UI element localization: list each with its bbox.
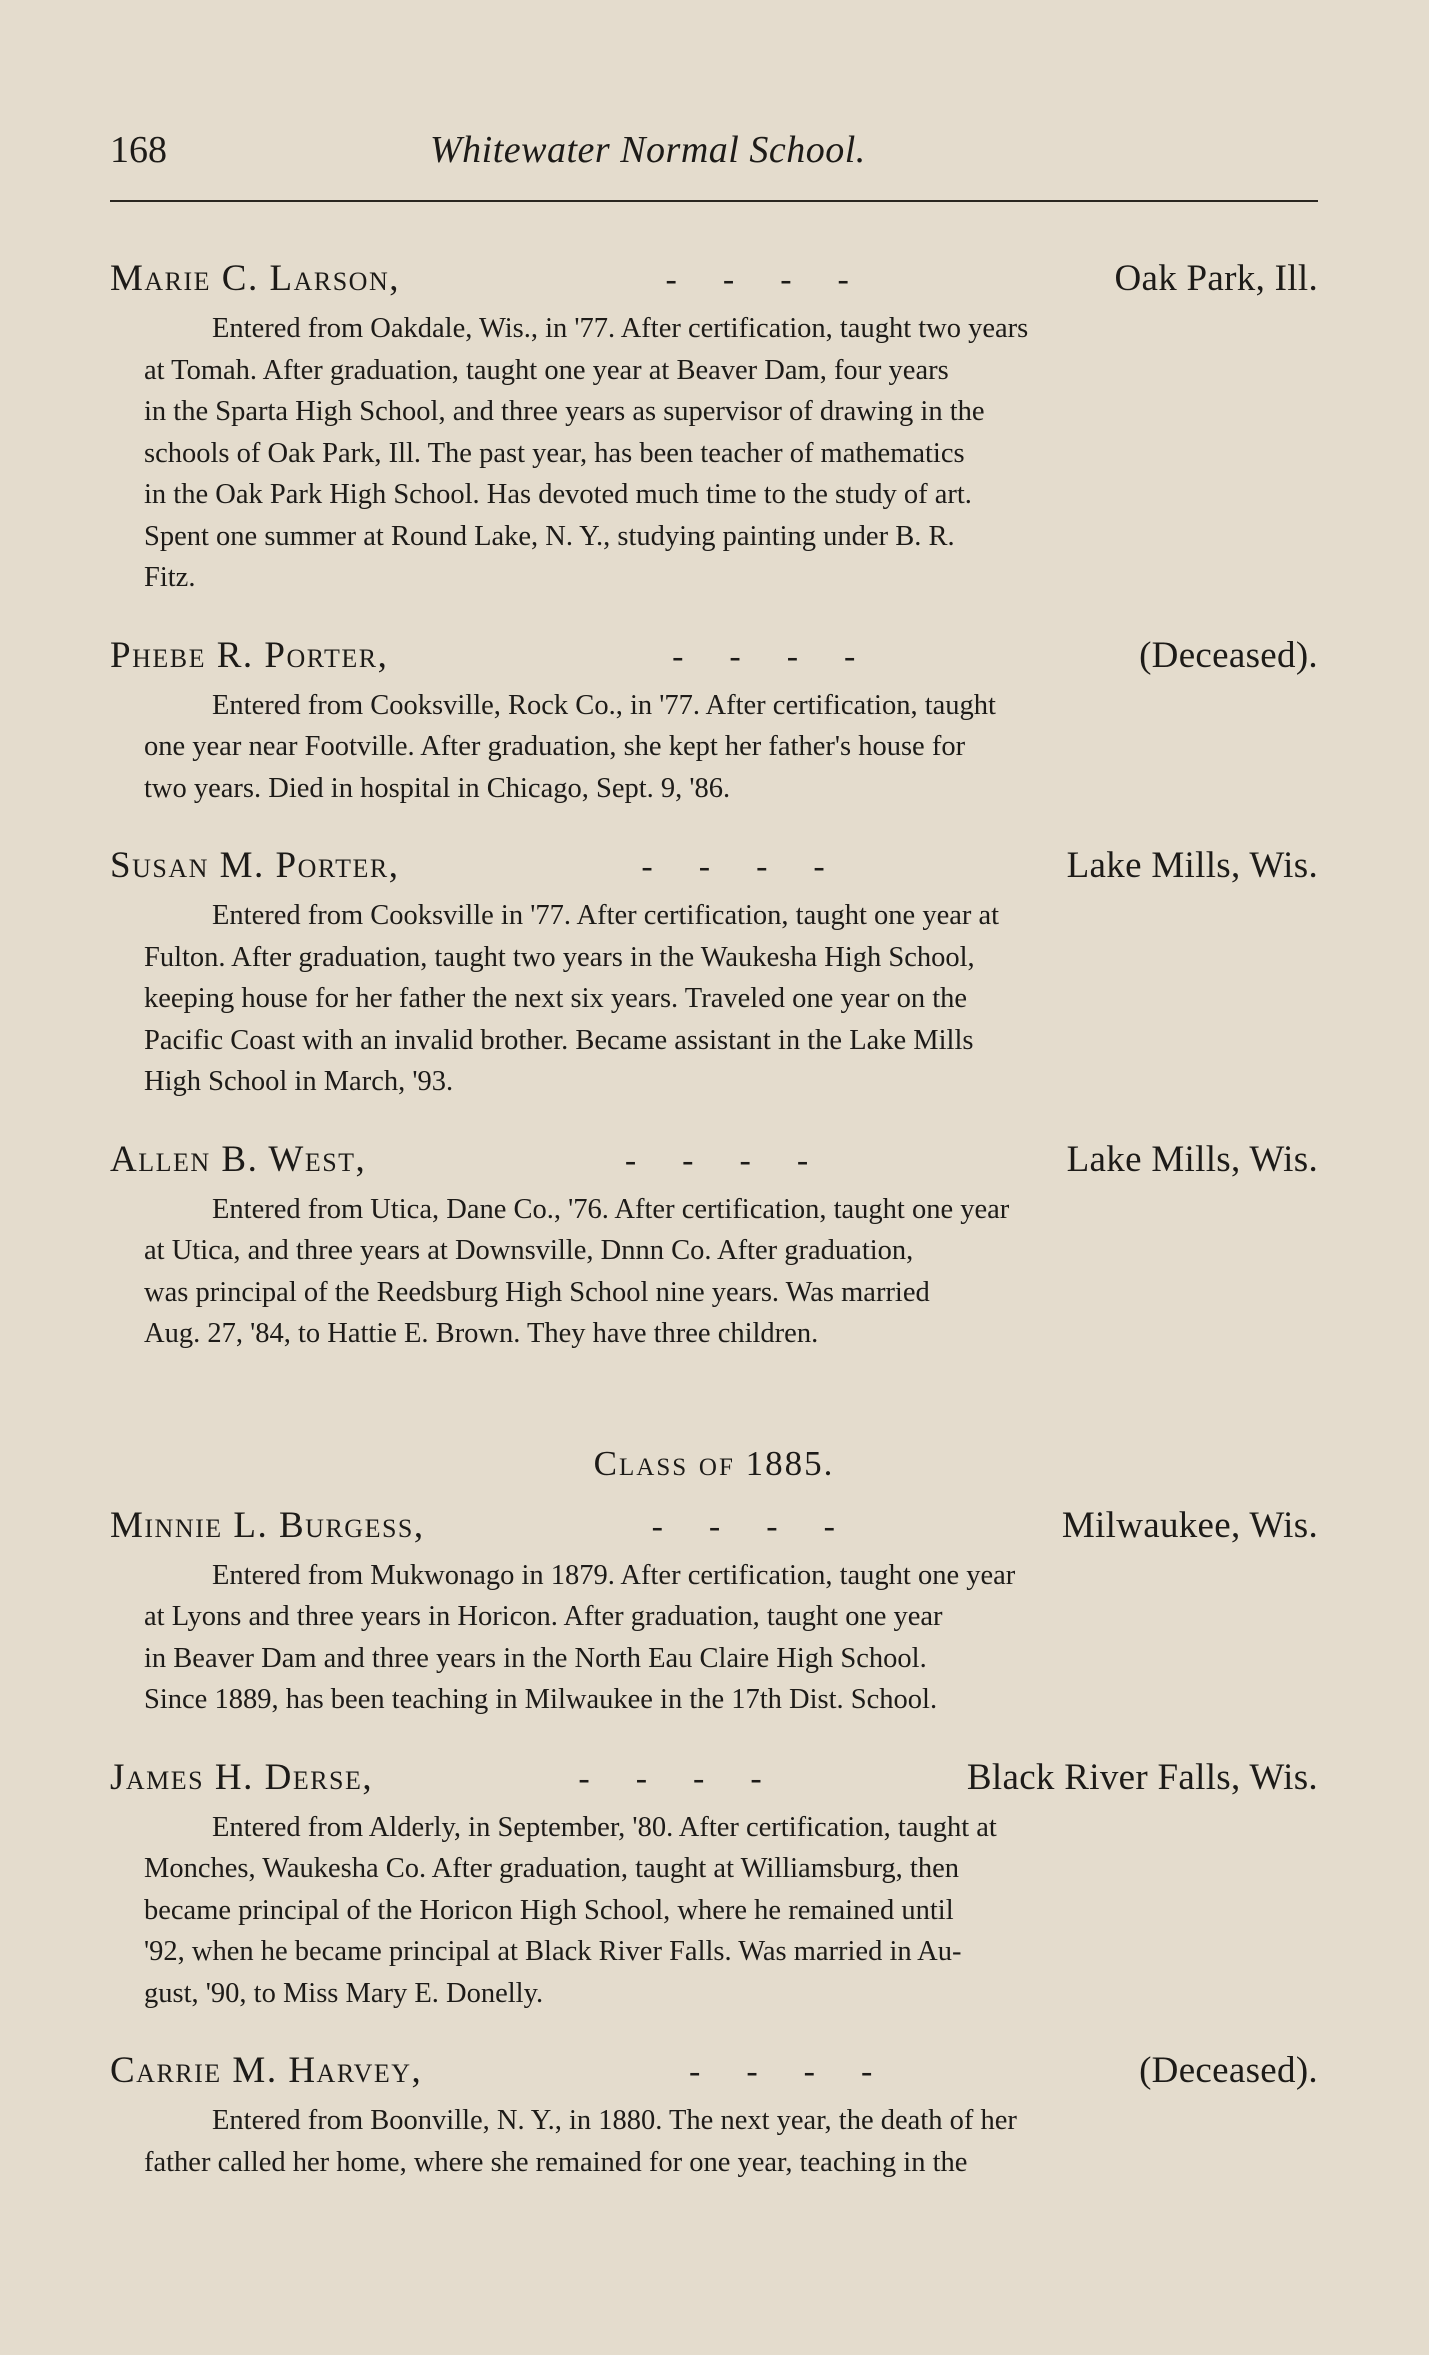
biography-line: keeping house for her father the next six years. Traveled one year on the — [144, 983, 968, 1014]
section-heading: Class of 1885. — [593, 1443, 835, 1483]
entry-biography — [110, 685, 1318, 810]
entry-heading — [110, 1749, 1318, 1807]
leader-dashes: - - - - — [578, 1759, 762, 1797]
alumnus-residence: Milwaukee, Wis. — [1061, 1504, 1318, 1546]
entry-heading — [110, 1131, 1318, 1189]
biography-line: at Tomah. After graduation, taught one year at Beaver Dam, four years — [144, 354, 949, 386]
biography-line: Fitz. — [144, 562, 196, 593]
entry-heading — [110, 2042, 1318, 2100]
entry-biography — [110, 2100, 1318, 2183]
alumnus-residence: Oak Park, Ill. — [1114, 258, 1318, 299]
biography-line: Fulton. After graduation, taught two years in the Waukesha High School, — [144, 941, 975, 973]
entry-biography — [110, 1807, 1318, 2015]
biography-line: one year near Footville. After graduation, she kept her father's house for — [144, 731, 966, 762]
alumnus-residence: (Deceased). — [1139, 2050, 1318, 2091]
leader-dashes: - - - - — [672, 637, 856, 675]
running-head — [110, 128, 1320, 178]
alumnus-residence: Lake Mills, Wis. — [1066, 845, 1318, 886]
entry-heading — [110, 627, 1318, 685]
alumnus-name: Marie C. Larson, — [110, 258, 400, 299]
alumni-entry — [110, 1497, 1318, 1721]
biography-line: Since 1889, has been teaching in Milwaukee in the 17th Dist. School. — [144, 1684, 938, 1715]
biography-line: schools of Oak Park, Ill. The past year, has been teacher of mathematics — [144, 437, 965, 469]
alumnus-name: Phebe R. Porter, — [110, 634, 389, 676]
biography-line: father called her home, where she remained for one year, teaching in the — [144, 2146, 968, 2178]
alumni-entry — [110, 1749, 1318, 2015]
entries-part-2 — [110, 1497, 1318, 2184]
leader-dashes: - - - - — [689, 2053, 873, 2090]
biography-line: High School in March, '93. — [144, 1066, 454, 1097]
page-number: 168 — [110, 129, 167, 171]
biography-line: '92, when he became principal at Black River Falls. Was married in Au- — [144, 1936, 962, 1967]
biography-line: Monches, Waukesha Co. After graduation, taught at Williamsburg, then — [144, 1853, 959, 1884]
leader-dashes: - - - - — [651, 1507, 835, 1545]
leader-dashes: - - - - — [665, 261, 849, 298]
biography-line: at Utica, and three years at Downsville, Dnnn Co. After graduation, — [144, 1235, 914, 1266]
entry-biography — [110, 895, 1318, 1103]
biography-line: at Lyons and three years in Horicon. After graduation, taught one year — [144, 1601, 943, 1632]
biography-line: Spent one summer at Round Lake, N. Y., studying painting under B. R. — [144, 520, 955, 552]
alumnus-name: Carrie M. Harvey, — [110, 2050, 423, 2091]
biography-line: Entered from Mukwonago in 1879. After certification, taught one year — [212, 1559, 1016, 1591]
biography-line: in Beaver Dam and three years in the North Eau Claire High School. — [144, 1642, 927, 1674]
biography-line: in the Oak Park High School. Has devoted much time to the study of art. — [144, 479, 972, 510]
leader-dashes: - - - - — [641, 848, 825, 885]
header-rule — [110, 200, 1318, 202]
alumni-entry — [110, 1131, 1318, 1355]
biography-line: gust, '90, to Miss Mary E. Donelly. — [144, 1977, 544, 2009]
alumnus-residence: (Deceased). — [1139, 634, 1318, 676]
leader-dashes: - - - - — [624, 1141, 809, 1179]
entry-heading — [110, 250, 1318, 308]
entry-biography — [110, 308, 1318, 599]
biography-line: Entered from Alderly, in September, '80. After certification, taught at — [212, 1811, 997, 1843]
alumnus-name: Minnie L. Burgess, — [110, 1504, 425, 1546]
biography-line: in the Sparta High School, and three years as supervisor of drawing in the — [144, 396, 985, 427]
alumnus-residence: Lake Mills, Wis. — [1066, 1138, 1318, 1180]
biography-line: was principal of the Reedsburg High School nine years. Was married — [144, 1276, 930, 1308]
alumni-entry — [110, 2042, 1318, 2183]
page-content — [110, 250, 1318, 2211]
biography-line: Entered from Cooksville in '77. After certification, taught one year at — [212, 900, 1000, 931]
alumnus-name: Allen B. West, — [110, 1138, 367, 1180]
alumni-entry — [110, 627, 1318, 810]
biography-line: became principal of the Horicon High School, where he remained until — [144, 1894, 954, 1926]
biography-line: Entered from Utica, Dane Co., '76. After certification, taught one year — [212, 1193, 1010, 1225]
biography-line: Aug. 27, '84, to Hattie E. Brown. They have three children. — [144, 1318, 819, 1349]
biography-line: Entered from Oakdale, Wis., in '77. After certification, taught two years — [212, 313, 1029, 344]
biography-line: Pacific Coast with an invalid brother. Became assistant in the Lake Mills — [144, 1024, 974, 1056]
entry-heading — [110, 837, 1318, 895]
alumnus-residence: Black River Falls, Wis. — [966, 1756, 1318, 1798]
biography-line: two years. Died in hospital in Chicago, Sept. 9, '86. — [144, 772, 731, 804]
alumnus-name: James H. Derse, — [110, 1756, 374, 1798]
alumnus-name: Susan M. Porter, — [110, 845, 400, 886]
running-title: Whitewater Normal School. — [430, 129, 866, 171]
entry-biography — [110, 1189, 1318, 1355]
alumni-entry — [110, 250, 1318, 599]
alumni-entry — [110, 837, 1318, 1103]
entry-biography — [110, 1555, 1318, 1721]
entries-part-1 — [110, 250, 1318, 1355]
entry-heading — [110, 1497, 1318, 1555]
biography-line: Entered from Boonville, N. Y., in 1880. The next year, the death of her — [212, 2105, 1017, 2136]
biography-line: Entered from Cooksville, Rock Co., in '77. After certification, taught — [212, 689, 996, 721]
